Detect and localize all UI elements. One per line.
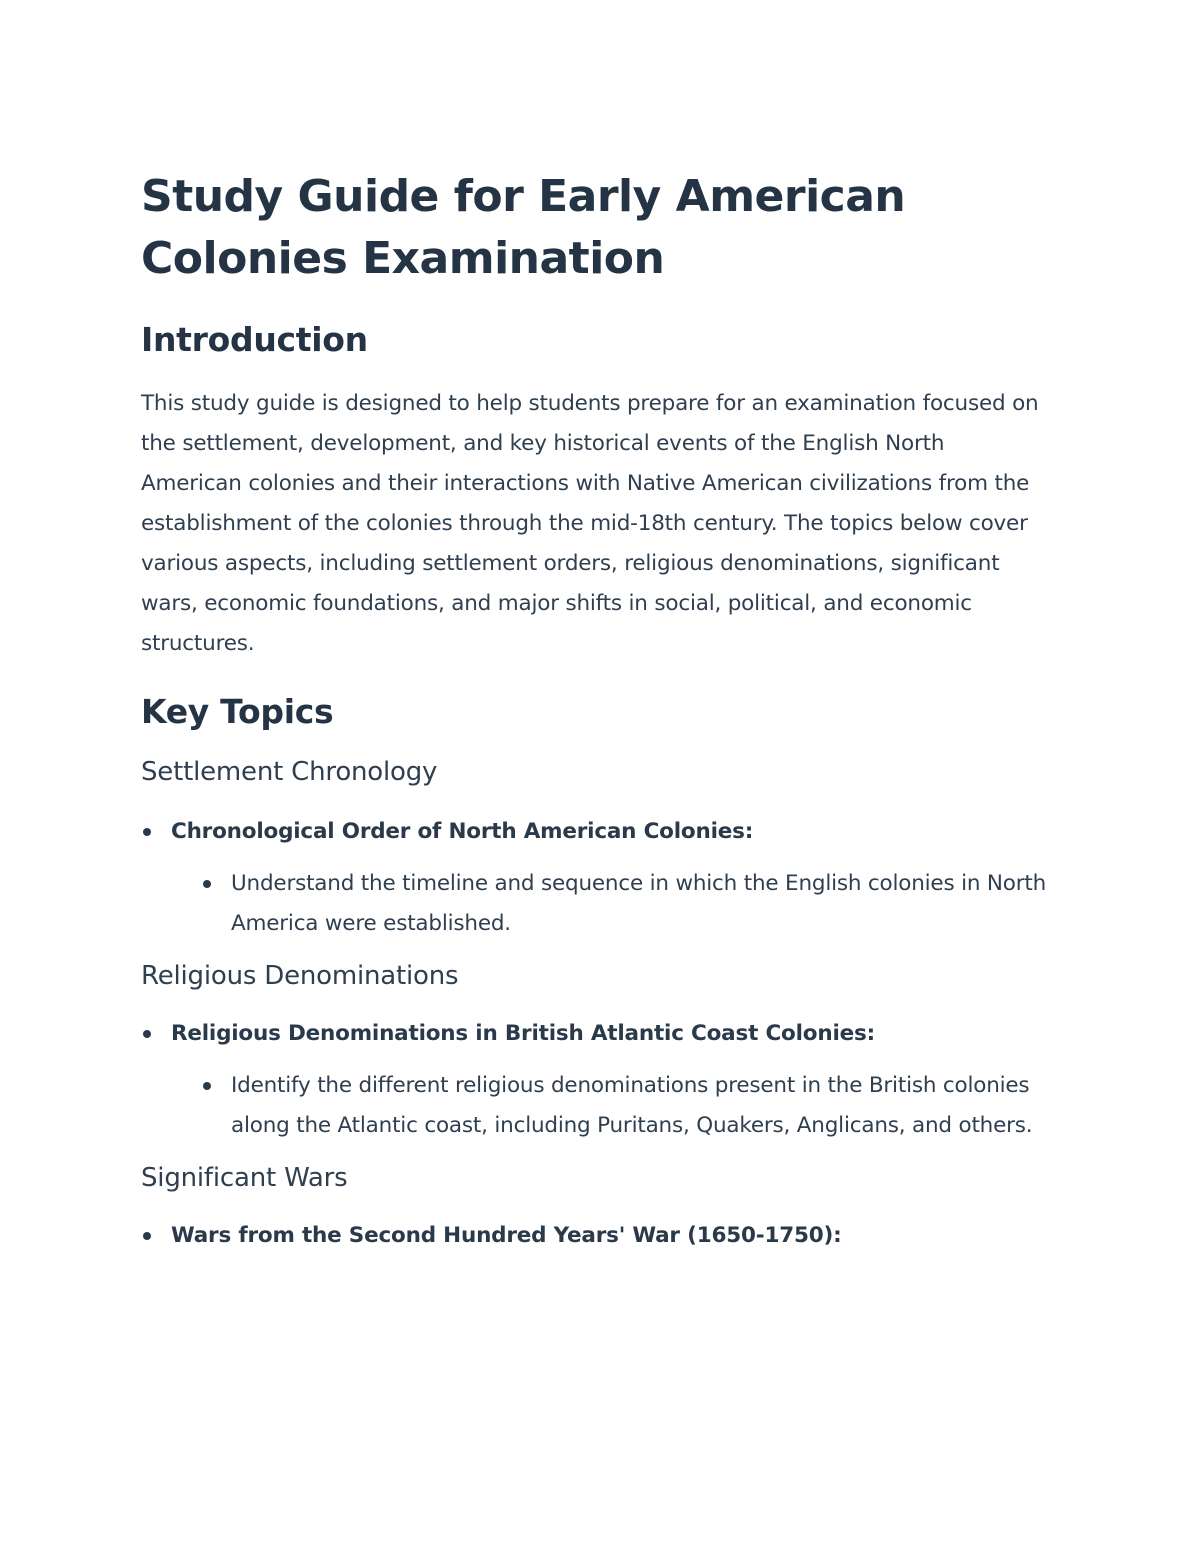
list-item-label: Religious Denominations in British Atlantic Coast Colonies: [171,1021,875,1046]
section-heading-significant-wars: Significant Wars [141,1163,348,1193]
section-heading-religious-denominations: Religious Denominations [141,961,459,991]
sub-list-item [201,864,1051,944]
sub-list-item-text: Understand the timeline and sequence in which the English colonies in North America were established. [231,871,1047,936]
bullet-icon [203,1082,211,1090]
bullet-icon [143,1030,151,1038]
introduction-body: This study guide is designed to help students prepare for an examination focused on the settlement, development, and key historical events of the English North American colonies and their interactions with Native American civilizations from the establishment of the colonies through the mid-18th century. The topics below cover various aspects, including settlement orders, religious denominations, significant wars, economic foundations, and major shifts in social, political, and economic structures. [141,391,1039,656]
religious-list [141,1014,1051,1146]
list-item-label: Chronological Order of North American Colonies: [171,819,754,844]
document-title: Study Guide for Early American Colonies Examination [141,171,906,284]
settlement-list [141,812,1051,944]
wars-list [141,1216,1051,1256]
document-page [141,166,1051,1256]
sub-list-item [201,1066,1051,1146]
list-item [141,1014,1051,1146]
list-item-label: Wars from the Second Hundred Years' War (1650-1750): [171,1223,842,1248]
sub-list [201,1066,1051,1146]
section-heading-settlement-chronology: Settlement Chronology [141,757,438,787]
key-topics-heading: Key Topics [141,692,334,731]
bullet-icon [143,1232,151,1240]
sub-list-item-text: Identify the different religious denominations present in the British colonies along the Atlantic coast, including Puritans, Quakers, Anglicans, and others. [231,1073,1033,1138]
bullet-icon [143,828,151,836]
list-item [141,812,1051,944]
sub-list [201,864,1051,944]
list-item [141,1216,1051,1256]
bullet-icon [203,880,211,888]
introduction-heading: Introduction [141,320,368,359]
